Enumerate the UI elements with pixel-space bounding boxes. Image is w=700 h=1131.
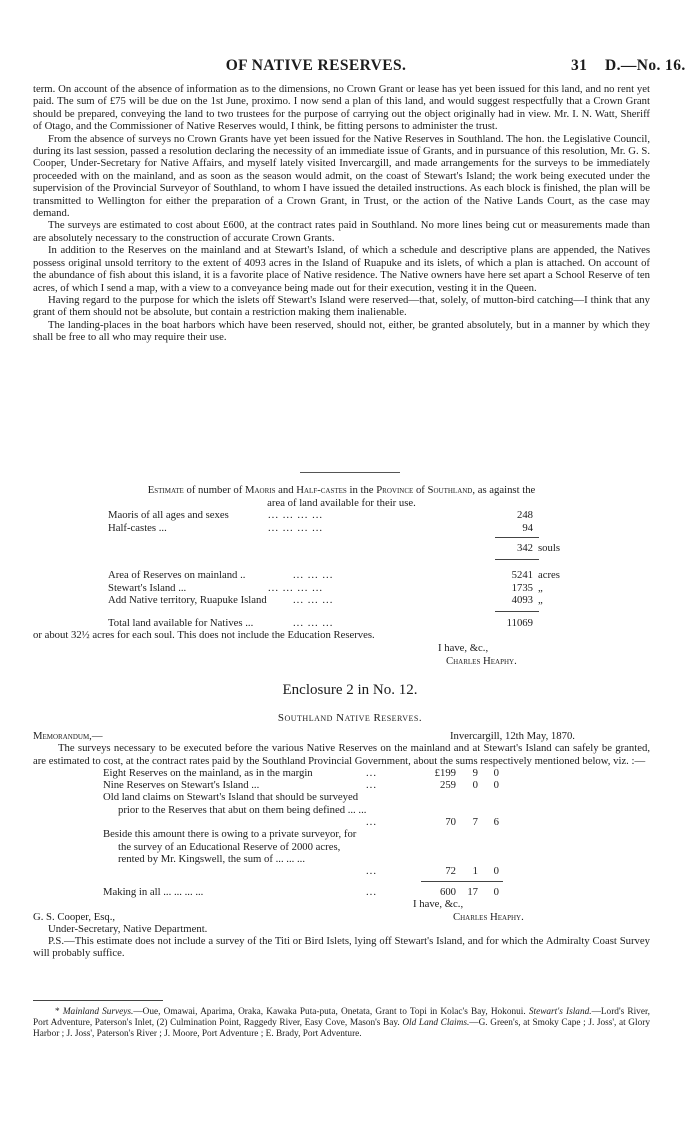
signature: Charles Heaphy. — [453, 910, 524, 923]
cost-row: Eight Reserves on the mainland, as in the margin ... £199 9 0 — [103, 766, 499, 779]
letter-body — [33, 83, 650, 344]
page-number: 31 — [571, 57, 588, 74]
memorandum — [33, 730, 650, 960]
estimate-row: Maoris of all ages and sexes ... ... ... ... 248 — [108, 509, 533, 522]
sum-rule — [495, 559, 539, 560]
section-divider — [300, 472, 400, 473]
sum-rule — [495, 537, 539, 538]
document-reference: D.—No. 16. — [605, 57, 686, 74]
addressee: G. S. Cooper, Esq., — [33, 910, 116, 923]
addressee-title: Under-Secretary, Native Department. — [48, 922, 208, 935]
footnote-rule — [33, 1000, 163, 1001]
cost-row: Beside this amount there is owing to a private surveyor, for the survey of an Educational Reserve of 2000 acres, rented by Mr. Kingswell, the sum of ... ... ... ... 72 1 0 — [103, 828, 499, 878]
paragraph: term. On account of the absence of information as to the dimensions, no Crown Grant or lease has yet been issued for this land, and no rent yet paid. The sum of £75 will be due on the 1st June, proximo. I now send a plan of this land, and would suggest respectfully that a Crown Grant should be prepared, conveying the land to two trustees for the purpose of carrying out the object originally had in view. Mr. I. N. Watt, Sheriff of Otago, and the Commissioner of Native Reserves would, I think, be fitting persons to administer the trust. — [33, 83, 650, 133]
paragraph: From the absence of surveys no Crown Grants have yet been issued for the Native Reserves in Southland. The hon. the Legislative Council, during its last session, passed a resolution declaring the necessity of an immediate issue of Grants, and in pursuance of this resolution, Mr. G. S. Cooper, Under-Secretary for Native Affairs, and myself lately visited Invercargill, and made arrangements for the surveys to be immediately proceeded with on the mainland, and as soon as the season would admit, on the coast of Stewart's Island; the work being executed under the supervision of the Provincial Surveyor of Southland, to whom I have issued the detailed instructions. As each block is finished, the plan will be transmitted to Wellington for either the preparation of a Crown Grant, in Trust, or the action of the Native Lands Court, as the case may demand. — [33, 132, 650, 220]
estimate-heading: Estimate of number of Maoris and Half-castes in the Province of Southland, as against the — [147, 484, 536, 496]
enclosure-title: Enclosure 2 in No. 12. — [282, 682, 418, 698]
land-row: Stewart's Island ... ... ... ... ... 1735 „ — [108, 581, 543, 594]
footnote: * Mainland Surveys.—Oue, Omawai, Aparima, Oraka, Kawaka Puta-puta, Onetata, Grant to Topi in Kolac's Bay, Hokonui. Stewart's Island.—Lord's River, Port Adventure, Paterson's Inlet, (2) Culmination Point, Raggedy River, Easy Cove, Mason's Bay. Old Land Claims.—G. Green's, at Smoky Cape ; J. Joss', at Glory Harbor ; J. Joss', Paterson's River ; J. Moore, Port Adventure ; E. Brady, Port Adventure. — [33, 1007, 650, 1039]
cost-row: Old land claims on Stewart's Island that should be surveyed prior to the Reserves that abut on them being defined ... ... ... 70 7 6 — [103, 791, 499, 829]
memo-intro: The surveys necessary to be executed before the various Native Reserves on the mainland and at Stewart's Island can safely be granted, are estimated to cost, at the contract rates paid by the Southland Provincial Government, about the sums respectively mentioned below, viz. :— — [33, 742, 650, 767]
sign-off: I have, &c., — [438, 641, 489, 654]
land-row: Add Native territory, Ruapuke Island ... ... ... 4093 „ — [108, 594, 543, 607]
paragraph: The landing-places in the boat harbors which have been reserved, should not, either, be granted absolutely, but in a manner by which they shall be free to all who may require their use. — [33, 318, 650, 344]
souls-total-row: 342 souls — [516, 542, 560, 555]
estimate-closing: or about 32½ acres for each soul. This does not include the Education Reserves. — [33, 629, 375, 642]
sum-rule — [421, 881, 503, 882]
land-row: Area of Reserves on mainland .. ... ... ... 5241 acres — [108, 568, 560, 581]
sign-off: I have, &c., — [413, 898, 464, 911]
sum-rule — [495, 611, 539, 612]
estimate-row: Half-castes ... ... ... ... ... 94 — [108, 521, 533, 534]
paragraph: Having regard to the purpose for which the islets off Stewart's Island were reserved—that, solely, of mutton-bird catching—I think that any grant of them should not be absolute, but contain a restriction making them inalienable. — [33, 293, 650, 319]
enclosure-subtitle: Southland Native Reserves. — [277, 712, 423, 724]
memo-place-date: Invercargill, 12th May, 1870. — [450, 730, 575, 742]
cost-total-row: Making in all ... ... ... ... ... 600 17 0 — [103, 885, 499, 898]
memo-label: Memorandum,— — [33, 730, 103, 742]
running-title: OF NATIVE RESERVES. — [225, 57, 407, 74]
postscript: P.S.—This estimate does not include a survey of the Titi or Bird Islets, lying off Stewart's Island, and for which the Admiralty Coast Survey will probably suffice. — [33, 935, 650, 960]
paragraph: The surveys are estimated to cost about £600, at the contract rates paid in Southland. No more lines being cut or measurements made than are absolutely necessary to the construction of accurate Crown Grants. — [33, 219, 650, 244]
paragraph: In addition to the Reserves on the mainland and at Stewart's Island, of which a schedule and descriptive plans are appended, the Natives possess original unsold territory to the extent of 4093 acres in the Island of Ruapuke and its islets, of which a plan is attached. On account of the abundance of fish about this island, it is a favorite place of Native residence. The Native owners have here set apart a School Reserve of ten acres, of which I send a map, with a view to a conveyance being made out for their execution, vesting it in the Queen. — [33, 244, 650, 294]
land-total-row: Total land available for Natives ... ... ... ... 11069 — [108, 616, 533, 629]
signature: Charles Heaphy. — [446, 654, 517, 667]
page-header — [0, 57, 700, 77]
population-estimate — [33, 484, 650, 667]
estimate-heading-line2: area of land available for their use. — [267, 496, 416, 509]
cost-row: Nine Reserves on Stewart's Island ... ... 259 0 0 — [103, 779, 499, 792]
